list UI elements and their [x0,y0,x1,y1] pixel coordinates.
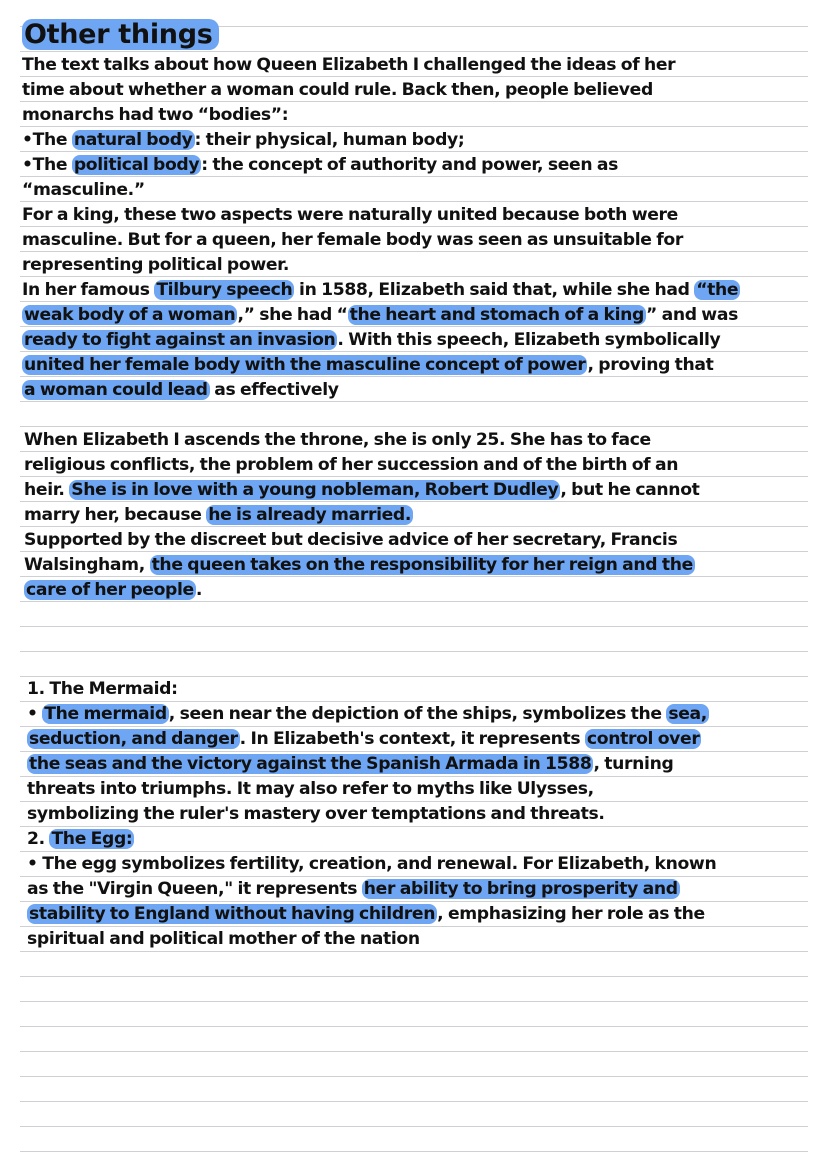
text-line: monarchs had two “bodies”: [22,105,289,125]
text-line: threats into triumphs. It may also refer to myths like Ulysses, [27,779,594,799]
text-line: heir. She is in love with a young nobleman, Robert Dudley , but he cannot [24,480,700,500]
highlight: weak body of a woman [24,305,236,325]
text-line: united her female body with the masculine concept of power , proving that [24,355,714,375]
highlight: control over [586,729,700,749]
text-line: When Elizabeth I ascends the throne, she is only 25. She has to face [24,430,651,450]
text-line: representing political power. [22,255,290,275]
highlight: the seas and the victory against the Spanish Armada in 1588 [29,754,592,774]
text-line: seduction, and danger . In Elizabeth's context, it represents control over [29,729,700,749]
text-line: “masculine.” [22,180,145,200]
highlight: She is in love with a young nobleman, Robert Dudley [71,480,559,500]
text-line: For a king, these two aspects were naturally united because both were [22,205,678,225]
text-line: • The egg symbolizes fertility, creation, and renewal. For Elizabeth, known [27,854,717,874]
highlight: The mermaid [44,704,167,724]
text-line: time about whether a woman could rule. Back then, people believed [22,80,653,100]
text-line: The text talks about how Queen Elizabeth I challenged the ideas of her [22,55,676,75]
text-line: spiritual and political mother of the nation [27,929,420,949]
text-line: Walsingham, the queen takes on the responsibility for her reign and the [24,555,693,575]
text-line: the seas and the victory against the Spanish Armada in 1588 , turning [29,754,674,774]
highlight: “the [696,280,739,300]
text-line: In her famous Tilbury speech in 1588, Elizabeth said that, while she had “the [22,280,739,300]
section-elizabeth-reign [24,428,814,603]
text-line: a woman could lead as effectively [24,380,339,400]
text-line: weak body of a woman ,” she had “ the heart and stomach of a king ” and was [24,305,738,325]
egg-heading: 2. The Egg: [27,829,133,849]
text-line: Supported by the discreet but decisive advice of her secretary, Francis [24,530,678,550]
text-line: marry her, because he is already married. [24,505,412,525]
bullet-natural-body: •The natural body : their physical, human body; [22,130,465,150]
section-symbols [27,677,817,952]
highlight: the queen takes on the responsibility for her reign and the [151,555,693,575]
highlight: stability to England without having children [29,904,436,924]
text-line: masculine. But for a queen, her female body was seen as unsuitable for [22,230,683,250]
highlight: Tilbury speech [156,280,293,300]
text-line: as the "Virgin Queen," it represents her ability to bring prosperity and [27,879,678,899]
text-line: religious conflicts, the problem of her succession and of the birth of an [24,455,679,475]
text-line: • The mermaid , seen near the depiction of the ships, symbolizes the sea, [27,704,707,724]
highlight: sea, [668,704,707,724]
highlight: her ability to bring prosperity and [363,879,678,899]
page-title [22,18,219,52]
highlight: he is already married. [208,505,412,525]
highlight: natural body [73,130,193,150]
title-highlight: Other things [22,19,219,50]
text-line: ready to fight against an invasion . With this speech, Elizabeth symbolically [24,330,721,350]
bullet-political-body: •The political body : the concept of authority and power, seen as [22,155,618,175]
highlight: political body [73,155,200,175]
left-margin [0,0,20,1171]
highlight: seduction, and danger [29,729,238,749]
text-line: care of her people . [26,580,203,600]
highlight: The Egg: [51,829,133,849]
mermaid-heading: 1. The Mermaid: [27,679,178,699]
section-monarch-bodies [22,53,812,403]
highlight: a woman could lead [24,380,208,400]
highlight: the heart and stomach of a king [349,305,644,325]
highlight: care of her people [26,580,194,600]
text-line: stability to England without having children , emphasizing her role as the [29,904,705,924]
highlight: ready to fight against an invasion [24,330,336,350]
highlight: united her female body with the masculine concept of power [24,355,586,375]
text-line: symbolizing the ruler's mastery over temptations and threats. [27,804,605,824]
